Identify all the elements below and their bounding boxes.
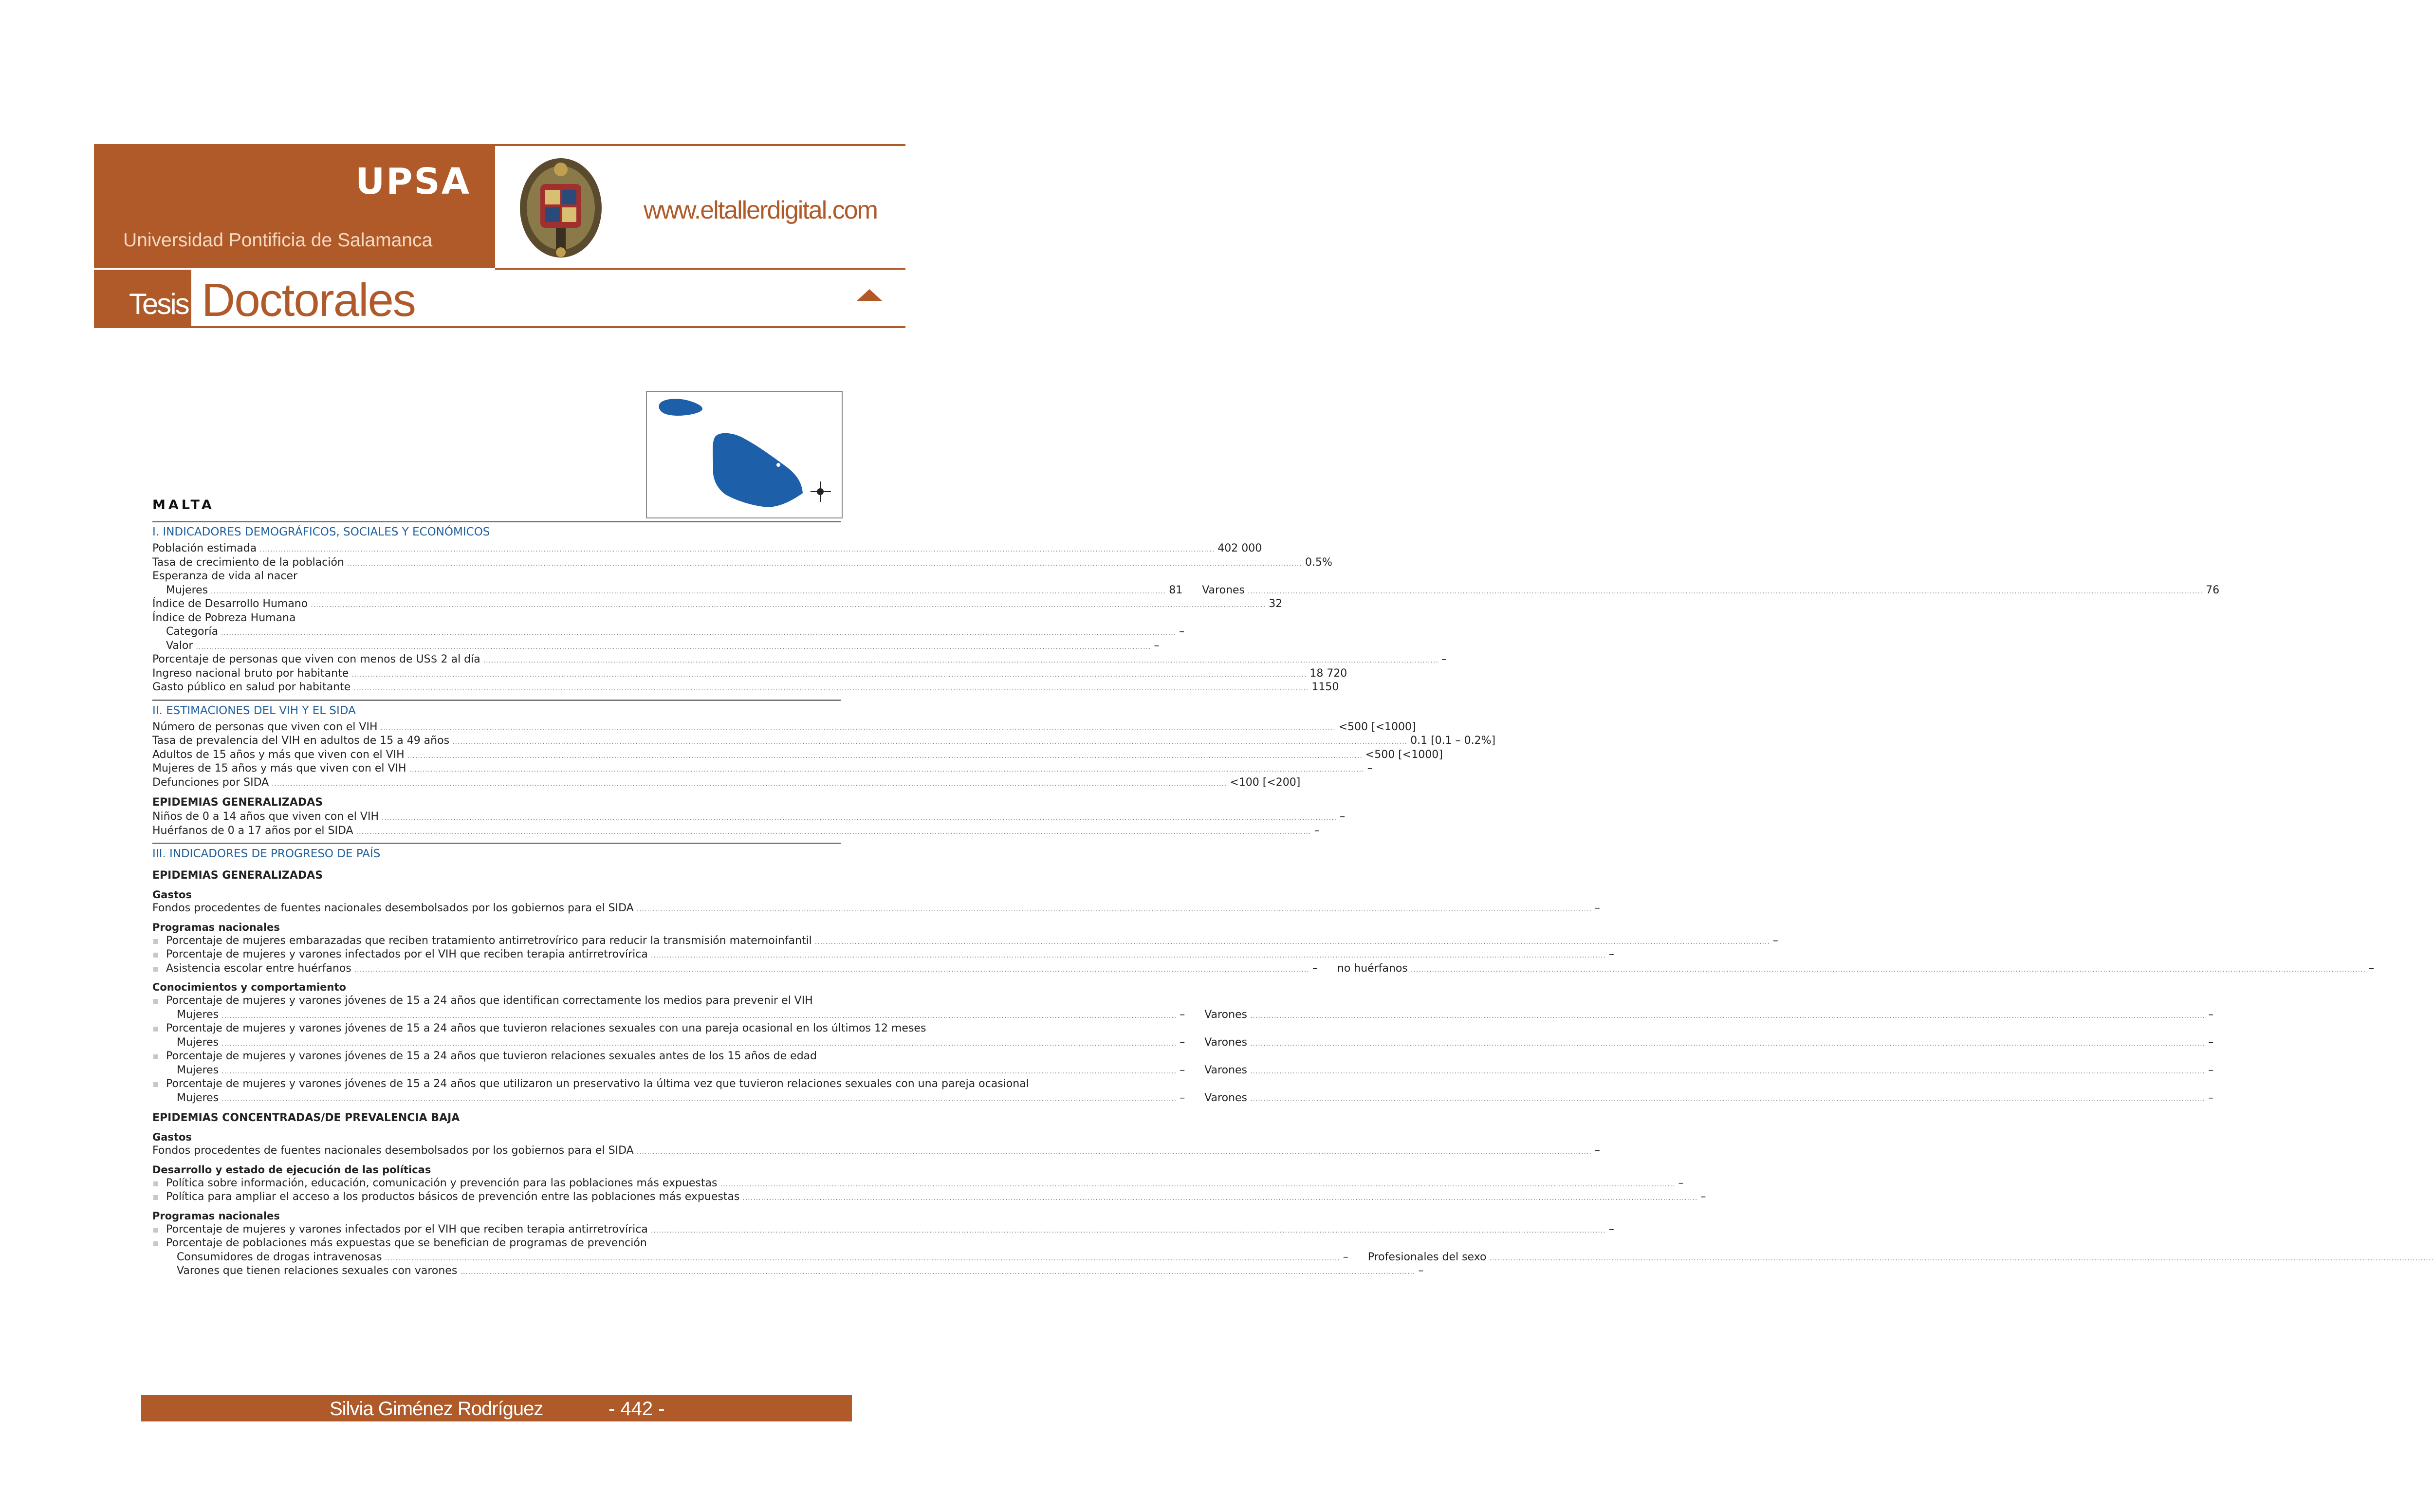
indicator-value: –: [1154, 639, 1160, 652]
indicator-label: Varones: [1204, 1008, 1248, 1021]
section-title: II. ESTIMACIONES DEL VIH Y EL SIDA: [152, 704, 356, 717]
indicator-label: Política sobre información, educación, comunicación y prevención para las poblaciones más expuestas: [166, 1177, 718, 1189]
indicator-label: Mujeres: [166, 584, 208, 596]
indicator-label: Índice de Pobreza Humana: [152, 611, 296, 624]
indicator-row: [152, 597, 1283, 611]
section-divider: [152, 700, 841, 701]
indicator-label: Porcentaje de mujeres y varones jóvenes de 15 a 24 años que identifican correctamente los medios para prevenir el VIH: [166, 995, 813, 1007]
indicator-row: [152, 1223, 1614, 1237]
indicator-row: [152, 611, 841, 626]
subsection-title: EPIDEMIAS GENERALIZADAS: [152, 796, 323, 809]
malta-island-shape: [713, 433, 803, 507]
indicator-label: Ingreso nacional bruto por habitante: [152, 667, 349, 680]
indicator-value: –: [2208, 1091, 2214, 1104]
indicator-label: Índice de Desarrollo Humano: [152, 598, 308, 610]
indicator-value: –: [1594, 902, 1600, 914]
website-link[interactable]: www.eltallerdigital.com: [644, 196, 877, 224]
indicator-row: [152, 962, 2374, 976]
indicator-row: [152, 542, 1262, 556]
group-title: Desarrollo y estado de ejecución de las políticas: [152, 1163, 431, 1176]
subsection-title: EPIDEMIAS GENERALIZADAS: [152, 869, 323, 882]
university-name: Universidad Pontificia de Salamanca: [123, 230, 433, 251]
indicator-row: [152, 570, 841, 584]
indicator-value: –: [1312, 962, 1318, 975]
indicator-label: Fondos procedentes de fuentes nacionales desembolsados por los gobiernos para el SIDA: [152, 902, 634, 914]
indicator-value: <100 [<200]: [1230, 776, 1301, 789]
indicator-row: [152, 1077, 1029, 1091]
subsection-title: EPIDEMIAS CONCENTRADAS/DE PREVALENCIA BAJA: [152, 1112, 460, 1124]
indicator-label: Porcentaje de mujeres embarazadas que reciben tratamiento antirretrovírico para reducir la transmisión maternoinfantil: [166, 934, 812, 947]
indicator-value: 0.5%: [1305, 556, 1332, 569]
indicator-label: Mujeres: [177, 1091, 219, 1104]
indicator-row: [152, 994, 841, 1008]
indicator-value: –: [2208, 1036, 2214, 1049]
indicator-row: [152, 584, 2220, 598]
indicator-label: Porcentaje de mujeres y varones jóvenes de 15 a 24 años que tuvieron relaciones sexuales antes de los 15 años de edad: [166, 1050, 817, 1062]
group-title: Programas nacionales: [152, 1210, 280, 1222]
indicator-label: Porcentaje de poblaciones más expuestas que se benefician de programas de prevención: [166, 1237, 647, 1249]
indicator-row: [152, 1036, 2214, 1050]
indicator-value: 1150: [1311, 681, 1339, 693]
indicator-value: –: [2208, 1008, 2214, 1021]
indicator-value: –: [1340, 811, 1346, 823]
gozo-island-shape: [659, 399, 702, 416]
indicator-value: 0.1 [0.1 – 0.2%]: [1410, 735, 1496, 747]
indicator-value: –: [1700, 1191, 1706, 1203]
indicator-label: Porcentaje de mujeres y varones infectados por el VIH que reciben terapia antirretrovírica: [166, 1223, 648, 1235]
indicator-label: Fondos procedentes de fuentes nacionales desembolsados por los gobiernos para el SIDA: [152, 1144, 634, 1157]
indicator-value: <500 [<1000]: [1365, 748, 1443, 761]
indicator-row: [152, 1008, 2214, 1022]
section-divider: [152, 521, 841, 522]
indicator-row: [152, 734, 1496, 748]
country-name: MALTA: [152, 498, 215, 513]
header-rule-top: [495, 144, 905, 146]
indicator-value: –: [1343, 1251, 1348, 1263]
indicator-label: Política para ampliar el acceso a los productos básicos de prevención entre las poblaciones más expuestas: [166, 1191, 740, 1203]
indicator-row: [152, 948, 1614, 962]
indicator-label: Mujeres de 15 años y más que viven con el VIH: [152, 762, 406, 774]
indicator-row: [152, 748, 1443, 762]
indicator-row: [152, 667, 1347, 681]
indicator-row: [152, 810, 1346, 824]
indicator-label: Consumidores de drogas intravenosas: [177, 1251, 382, 1263]
indicator-label: Niños de 0 a 14 años que viven con el VIH: [152, 811, 379, 823]
page-number: - 442 -: [608, 1398, 665, 1420]
indicator-value: 81: [1169, 584, 1183, 596]
indicator-label: Porcentaje de personas que viven con menos de US$ 2 al día: [152, 653, 480, 665]
indicator-row: [152, 934, 1778, 948]
indicator-label: Porcentaje de mujeres y varones jóvenes de 15 a 24 años que utilizaron un preservativo la última vez que tuvieron relaciones sexuales con una pareja ocasional: [166, 1078, 1029, 1090]
indicator-label: Varones: [1202, 584, 1245, 596]
indicator-label: Número de personas que viven con el VIH: [152, 720, 378, 733]
indicator-row: [152, 681, 1339, 695]
indicator-value: –: [1180, 1008, 1185, 1021]
scroll-up-arrow-icon[interactable]: [857, 289, 882, 301]
indicator-row: [152, 1236, 841, 1251]
indicator-value: –: [1180, 1091, 1185, 1104]
header-rule-bottom: [94, 326, 905, 328]
indicator-label: no huérfanos: [1337, 962, 1408, 975]
group-title: Gastos: [152, 889, 192, 901]
indicator-row: [152, 1064, 2214, 1078]
indicator-value: –: [1772, 934, 1778, 947]
group-title: Conocimientos y comportamiento: [152, 981, 346, 993]
group-title: Programas nacionales: [152, 921, 280, 933]
indicator-label: Varones: [1204, 1064, 1248, 1076]
series-tab: [94, 270, 191, 327]
section-title: I. INDICADORES DEMOGRÁFICOS, SOCIALES Y ECONÓMICOS: [152, 526, 490, 538]
indicator-label: Tasa de crecimiento de la población: [152, 556, 344, 569]
indicator-label: Huérfanos de 0 a 17 años por el SIDA: [152, 824, 353, 837]
section-divider: [152, 843, 841, 844]
capital-marker: [776, 463, 780, 467]
indicator-value: 18 720: [1309, 667, 1347, 680]
indicator-label: Defunciones por SIDA: [152, 776, 269, 789]
indicator-label: Gasto público en salud por habitante: [152, 681, 351, 693]
indicator-row: [152, 639, 1160, 653]
indicator-row: [152, 776, 1301, 790]
indicator-label: Asistencia escolar entre huérfanos: [166, 962, 351, 975]
indicator-value: <500 [<1000]: [1338, 720, 1416, 733]
indicator-row: [152, 1251, 1487, 1265]
indicator-label: Población estimada: [152, 542, 257, 554]
indicator-row: [152, 1022, 926, 1036]
indicator-label: Esperanza de vida al nacer: [152, 570, 298, 582]
indicator-label: Profesionales del sexo: [1367, 1251, 1487, 1263]
indicator-label: Mujeres: [177, 1008, 219, 1021]
indicator-value: –: [1608, 948, 1614, 960]
indicator-label: Categoría: [166, 626, 219, 638]
indicator-row: [152, 1144, 1600, 1158]
indicator-value: 402 000: [1217, 542, 1262, 554]
university-seal-icon: [517, 155, 605, 261]
indicator-label: Porcentaje de mujeres y varones jóvenes de 15 a 24 años que tuvieron relaciones sexuales con una pareja ocasional en los últimos 12 meses: [166, 1022, 926, 1034]
series-left-label: Tesis: [129, 288, 188, 320]
indicator-value: –: [1594, 1144, 1600, 1157]
indicator-label: Tasa de prevalencia del VIH en adultos de 15 a 49 años: [152, 735, 450, 747]
indicator-row: [152, 1177, 1684, 1191]
indicator-value: –: [1180, 1064, 1185, 1076]
indicator-row: [152, 556, 1332, 570]
series-title: Doctorales: [202, 274, 415, 326]
indicator-value: –: [1441, 653, 1447, 665]
indicator-label: Porcentaje de mujeres y varones infectados por el VIH que reciben terapia antirretrovírica: [166, 948, 648, 960]
indicator-row: [152, 720, 1416, 735]
header-brand-block: [94, 144, 495, 268]
indicator-value: –: [1180, 1036, 1185, 1049]
indicator-label: Valor: [166, 639, 193, 652]
brand-logo-text: UPSA: [355, 161, 471, 203]
indicator-row: [152, 625, 1185, 639]
indicator-value: –: [1179, 626, 1185, 638]
page-footer: [141, 1395, 852, 1421]
indicator-row: [152, 1264, 1424, 1278]
indicator-value: –: [2208, 1064, 2214, 1076]
indicator-row: [152, 1190, 1706, 1204]
indicator-row: [152, 824, 1320, 838]
header-rule-mid: [495, 268, 905, 270]
indicator-row: [152, 902, 1600, 916]
indicator-value: 32: [1269, 598, 1283, 610]
indicator-label: Varones: [1204, 1036, 1248, 1049]
indicator-label: Varones: [1204, 1091, 1248, 1104]
indicator-row: [152, 653, 1447, 667]
indicator-label: Adultos de 15 años y más que viven con el VIH: [152, 748, 405, 761]
group-title: Gastos: [152, 1131, 192, 1143]
indicator-value: –: [1367, 762, 1373, 774]
footer-author: Silvia Giménez Rodríguez: [330, 1398, 543, 1420]
indicator-value: –: [1314, 824, 1320, 837]
indicator-label: Mujeres: [177, 1036, 219, 1049]
indicator-row: [152, 762, 1373, 776]
indicator-value: –: [1678, 1177, 1684, 1189]
section-title: III. INDICADORES DE PROGRESO DE PAÍS: [152, 848, 381, 860]
indicator-row: [152, 1050, 841, 1064]
indicator-value: 76: [2206, 584, 2220, 596]
indicator-label: Varones que tienen relaciones sexuales con varones: [177, 1265, 458, 1277]
indicator-value: –: [2368, 962, 2374, 975]
indicator-label: Mujeres: [177, 1064, 219, 1076]
indicator-value: –: [1608, 1223, 1614, 1235]
indicator-value: –: [1418, 1265, 1424, 1277]
country-profile: [152, 497, 2374, 1278]
indicator-row: [152, 1091, 2214, 1106]
